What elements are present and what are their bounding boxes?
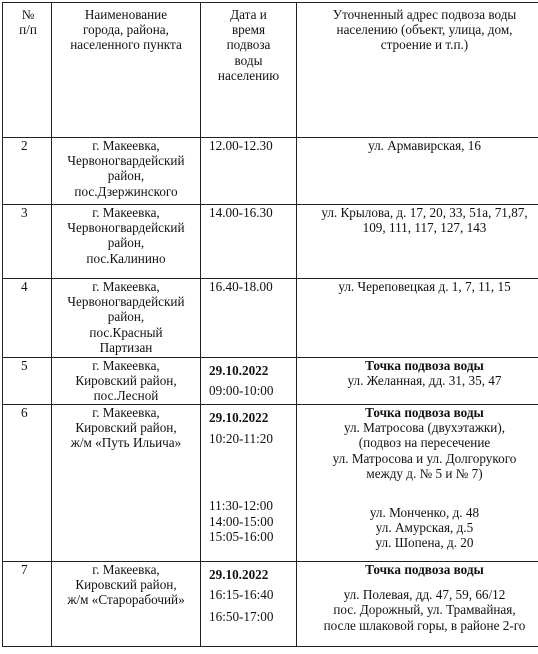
water-delivery-table <box>2 2 538 647</box>
row-locality: г. Макеевка, Кировский район, ж/м «Путь Ильича» <box>52 405 201 562</box>
row-address: ул. Крылова, д. 17, 20, 33, 51а, 71,87, 109, 111, 117, 127, 143 <box>297 205 538 279</box>
table-row <box>3 279 538 358</box>
table-row <box>3 358 538 405</box>
row-time: 16.40-18.00 <box>201 279 297 358</box>
header-date: Дата и время подвоза воды населению <box>201 3 297 138</box>
header-num: № п/п <box>3 3 52 138</box>
row-time: 29.10.2022 10:20-11:20 11:30-12:00 14:00-15:00 15:05-16:00 <box>201 405 297 562</box>
row-address: Точка подвоза воды ул. Желанная, дд. 31, 35, 47 <box>297 358 538 405</box>
header-name: Наименование города, района, населенного пункта <box>52 3 201 138</box>
row-address: Точка подвоза воды ул. Полевая, дд. 47, 59, 66/12 пос. Дорожный, ул. Трамвайная, после шлаковой горы, в районе 2-го <box>297 562 538 647</box>
row-num: 6 <box>3 405 52 562</box>
table-row <box>3 562 538 647</box>
row-locality: г. Макеевка, Червоногвардейский район, пос.Калинино <box>52 205 201 279</box>
row-locality: г. Макеевка, Кировский район, ж/м «Старорабочий» <box>52 562 201 647</box>
row-num: 4 <box>3 279 52 358</box>
row-address: ул. Армавирская, 16 <box>297 138 538 205</box>
row-address: ул. Череповецкая д. 1, 7, 11, 15 <box>297 279 538 358</box>
row-locality: г. Макеевка, Кировский район, пос.Лесной <box>52 358 201 405</box>
row-locality: г. Макеевка, Червоногвардейский район, пос.Дзержинского <box>52 138 201 205</box>
row-num: 2 <box>3 138 52 205</box>
row-time: 12.00-12.30 <box>201 138 297 205</box>
table-row <box>3 138 538 205</box>
row-time: 14.00-16.30 <box>201 205 297 279</box>
table-row <box>3 205 538 279</box>
row-num: 7 <box>3 562 52 647</box>
row-num: 5 <box>3 358 52 405</box>
row-locality: г. Макеевка, Червоногвардейский район, пос.Красный Партизан <box>52 279 201 358</box>
row-address: Точка подвоза воды ул. Матросова (двухэтажки), (подвоз на пересечение ул. Матросова и ул. Долгорукого между д. № 5 и № 7) ул. Монченко, д. 48 ул. Амурская, д.5 ул. Шопена, д. 20 <box>297 405 538 562</box>
row-time: 29.10.2022 09:00-10:00 <box>201 358 297 405</box>
header-address: Уточненный адрес подвоза воды населению (объект, улица, дом, строение и т.п.) <box>297 3 538 138</box>
table-row <box>3 405 538 562</box>
table-header-row <box>3 3 538 138</box>
row-time: 29.10.2022 16:15-16:40 16:50-17:00 <box>201 562 297 647</box>
row-num: 3 <box>3 205 52 279</box>
